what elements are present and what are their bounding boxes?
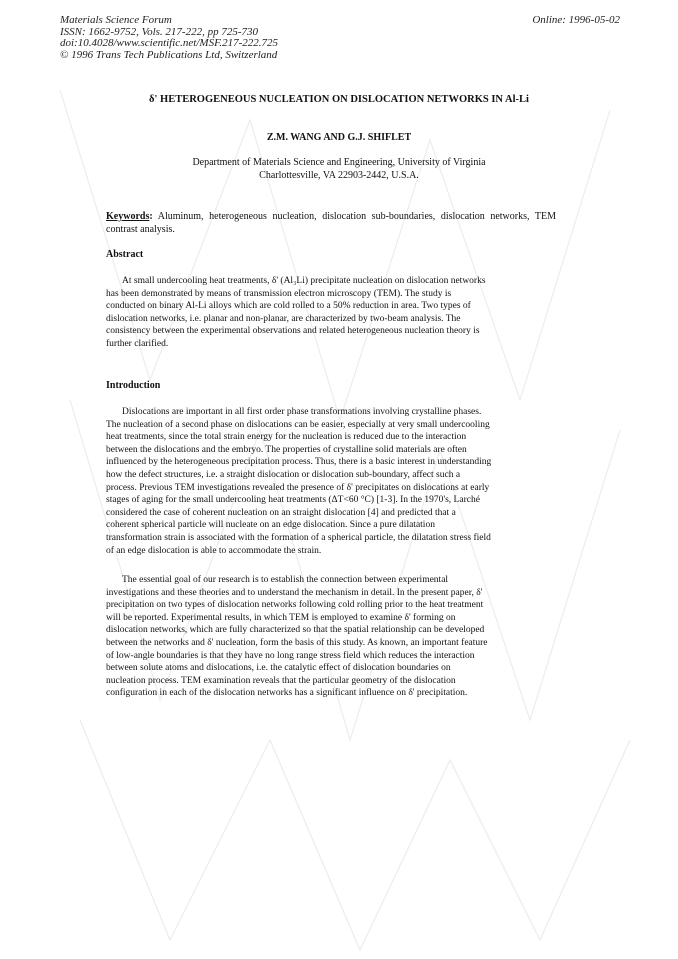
text-line: The essential goal of our research is to establish the connection between experimental: [122, 575, 449, 585]
keywords: Keywords: Aluminum, heterogeneous nucleation, dislocation sub-boundaries, dislocation networks, TEM contrast analysis.: [106, 211, 556, 235]
text-line: dislocation networks, i.e. planar and non-planar, are characterized by two-beam analysis. The: [106, 313, 461, 324]
introduction-paragraph-1: [106, 406, 556, 557]
text-line: of an edge dislocation is able to accommodate the strain.: [106, 545, 322, 556]
keywords-label: Keywords: [106, 211, 150, 222]
text-line: considered the case of coherent nucleation on an straight dislocation [4] and predicted that a: [106, 507, 456, 518]
text-line: influenced by the heterogeneous precipitation process. Thus, there is a basic interest in understanding: [106, 457, 492, 468]
text-line: of low-angle boundaries is that they have no long range stress field which reduces the interaction: [106, 650, 475, 661]
text-line: will be reported. Experimental results, in which TEM is employed to examine δ' forming on: [106, 612, 456, 623]
paper-title: δ' HETEROGENEOUS NUCLEATION ON DISLOCATION NETWORKS IN Al-Li: [149, 94, 529, 105]
keywords-text: Aluminum, heterogeneous nucleation, dislocation sub-boundaries, dislocation networks, TEM contrast analysis.: [106, 211, 556, 235]
abstract-heading: Abstract: [106, 249, 144, 260]
journal-name: Materials Science Forum: [60, 14, 172, 26]
text-line: investigations and these theories and to understand the mechanism in detail. In the present paper, δ': [106, 587, 483, 598]
text-line: heat treatments, since the total strain energy for the nucleation is reduced due to the interaction: [106, 432, 467, 443]
text-line: nucleation process. TEM examination reveals that the particular geometry of the dislocation: [106, 675, 456, 686]
text-line: has been demonstrated by means of transmission electron microscopy (TEM). The study is: [106, 288, 452, 299]
text-line: between the networks and δ' nucleation, form the basis of this study. As known, an important feature: [106, 637, 488, 648]
affiliation-line: Charlottesville, VA 22903-2442, U.S.A.: [259, 169, 419, 181]
online-date: Online: 1996-05-02: [532, 14, 620, 26]
text-line: coherent spherical particle will nucleate on an edge dislocation. Since a pure dilatation: [106, 520, 435, 531]
abstract-body: [106, 275, 556, 351]
introduction-heading: Introduction: [106, 380, 161, 391]
text-line: Dislocations are important in all first order phase transformations involving crystalline phases.: [122, 407, 482, 417]
text-line: transformation strain is associated with the formation of a spherical particle, the dilatation stress field: [106, 532, 491, 543]
issn-line: ISSN: 1662-9752, Vols. 217-222, pp 725-730: [60, 25, 258, 38]
text-line: process. Previous TEM investigations revealed the presence of δ' precipitates on dislocations at early: [106, 482, 490, 493]
text-line: stages of aging for the small undercooling heat treatments (ΔT<60 °C) [1-3]. In the 1970's, Larché: [106, 495, 480, 506]
text-line: dislocation networks, which are fully characterized so that the spatial relationship can be developed: [106, 625, 485, 636]
citation-block: [60, 15, 278, 61]
introduction-paragraph-2: [106, 574, 556, 700]
affiliation: [0, 157, 678, 182]
text-line: between the dislocations and the embryo. The properties of crystalline solid materials are often: [106, 444, 467, 455]
text-line: how the defect structures, i.e. a straight dislocation or dislocation sub-boundary, affect such a: [106, 469, 461, 480]
text-line: At small undercooling heat treatments, δ' (Al₃Li) precipitate nucleation on dislocation networks: [122, 276, 486, 286]
affiliation-line: Department of Materials Science and Engineering, University of Virginia: [192, 157, 486, 168]
text-line: configuration in each of the dislocation networks has a significant influence on δ' precipitation.: [106, 688, 468, 699]
text-line: between solute atoms and dislocations, i.e. the catalytic effect of dislocation boundaries on: [106, 663, 451, 674]
text-line: The nucleation of a second phase on dislocations can be easier, especially at very small undercooling: [106, 419, 490, 430]
copyright-line: © 1996 Trans Tech Publications Ltd, Switzerland: [60, 48, 278, 61]
text-line: consistency between the experimental observations and related heterogeneous nucleation theory is: [106, 326, 480, 337]
authors: Z.M. WANG AND G.J. SHIFLET: [266, 132, 412, 143]
text-line: conducted on binary Al-Li alloys which are cold rolled to a 50% reduction in area. Two types of: [106, 301, 471, 312]
doi-line: doi:10.4028/www.scientific.net/MSF.217-222.725: [60, 37, 279, 49]
text-line: precipitation on two types of dislocation networks following cold rolling prior to the heat treatment: [106, 600, 484, 611]
text-line: further clarified.: [106, 338, 169, 349]
